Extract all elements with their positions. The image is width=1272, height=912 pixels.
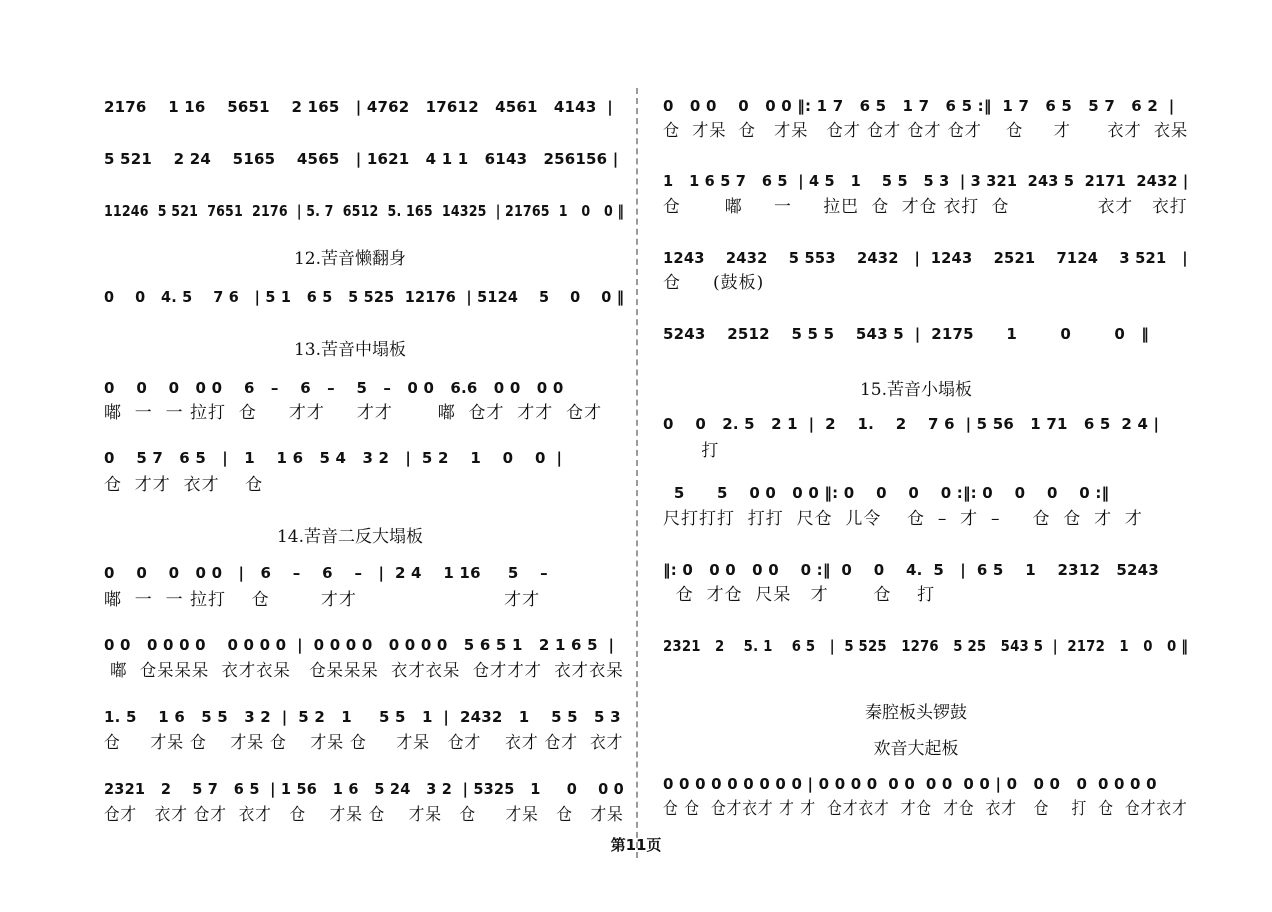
r-notes-1: 0 0 0 0 0 0 ‖: 1 7 6 5 1 7 6 5 :‖ 1 7 6 5 5 7 6 2 | [663,97,1175,115]
s14-notes-4: 2321 2 5 7 6 5 | 1 56 1 6 5 24 3 2 | 5325 1 0 0 0 [104,780,624,798]
score-line-3: 11246 5 521 7651 2176 | 5. 7 6512 5. 165 14325 | 21765 1 0 0 ‖ [104,202,624,220]
r-notes-9: 0 0 0 0 0 0 0 0 0 | 0 0 0 0 0 0 0 0 0 0 | 0 0 0 0 0 0 0 0 [663,775,1157,793]
r-lyric-5: 尺打打打 打打 尺仓 儿令 仓 – 才 – 仓 仓 才 才 [663,509,1143,529]
section-title-12: 12.苦音懒翻身 [293,249,407,269]
section-huanyin-title: 欢音大起板 [873,739,959,759]
s13-notes-2: 0 5 7 6 5 | 1 1 6 5 4 3 2 | 5 2 1 0 0 | [104,449,563,467]
s13-lyric-1: 嘟 一 一 拉打 仓 才才 才才 嘟 仓才 才才 仓才 [104,403,603,423]
r-notes-2: 1 1 6 5 7 6 5 | 4 5 1 5 5 5 3 | 3 321 243 5 2171 2432 | [663,172,1189,190]
r-lyric-2: 仓 嘟 一 拉巴 仓 才仓 衣打 仓 衣才 衣打 [663,197,1188,217]
section-15-title: 15.苦音小塌板 [859,380,973,400]
page-number: 第11页 [610,836,662,854]
s14-lyric-3: 仓 才呆 仓 才呆 仓 才呆 仓 才呆 仓才 衣才 仓才 衣才 [104,733,624,753]
s13-notes-1: 0 0 0 0 0 6 – 6 – 5 – 0 0 6.6 0 0 0 0 [104,379,564,397]
score-line-2: 5 521 2 24 5165 4565 | 1621 4 1 1 6143 256156 | [104,150,619,168]
s14-notes-2: 0 0 0 0 0 0 0 0 0 0 | 0 0 0 0 0 0 0 0 5 6 5 1 2 1 6 5 | [104,636,615,654]
r-lyric-4: 打 [663,441,720,461]
r-lyric-7: 仓 仓 仓才衣才 才 才 仓才衣才 才仓 才仓 衣才 仓 打 仓 仓才衣才 [663,799,1188,819]
r-notes-7: ‖: 0 0 0 0 0 0 :‖ 0 0 4. 5 | 6 5 1 2312 5243 [663,561,1159,579]
s14-lyric-1: 嘟 一 一 拉打 仓 才才 才才 [104,590,541,610]
r-lyric-3: 仓 (鼓板) [663,273,765,293]
r-notes-4: 5243 2512 5 5 5 543 5 | 2175 1 0 0 ‖ [663,325,1149,343]
s14-lyric-2: 嘟 仓呆呆呆 衣才衣呆 仓呆呆呆 衣才衣呆 仓才才才 衣才衣呆 [104,661,624,681]
r-lyric-1: 仓 才呆 仓 才呆 仓才 仓才 仓才 仓才 仓 才 衣才 衣呆 [663,121,1189,141]
center-divider [636,88,638,858]
section-qinqiang-title: 秦腔板头锣鼓 [865,703,967,723]
r-notes-8: 2321 2 5. 1 6 5 | 5 525 1276 5 25 543 5 | 2172 1 0 0 ‖ [663,637,1189,655]
score-line-1: 2176 1 16 5651 2 165 | 4762 17612 4561 4143 | [104,98,613,116]
s13-lyric-2: 仓 才才 衣才 仓 [104,475,264,495]
r-notes-5: 0 0 2. 5 2 1 | 2 1. 2 7 6 | 5 56 1 71 6 5 2 4 | [663,415,1160,433]
r-notes-3: 1243 2432 5 553 2432 | 1243 2521 7124 3 521 | [663,249,1188,267]
section-title-13: 13.苦音中塌板 [293,340,407,360]
s12-notes-1: 0 0 4. 5 7 6 | 5 1 6 5 5 525 12176 | 5124 5 0 0 ‖ [104,288,625,306]
section-title-14: 14.苦音二反大塌板 [276,527,424,547]
s14-notes-3: 1. 5 1 6 5 5 3 2 | 5 2 1 5 5 1 | 2432 1 5 5 5 3 [104,708,621,726]
s14-notes-1: 0 0 0 0 0 | 6 – 6 – | 2 4 1 16 5 – [104,564,548,582]
s14-lyric-4: 仓才 衣才 仓才 衣才 仓 才呆 仓 才呆 仓 才呆 仓 才呆 [104,805,624,825]
r-notes-6: 5 5 0 0 0 0 ‖: 0 0 0 0 :‖: 0 0 0 0 :‖ [663,484,1110,502]
r-lyric-6: 仓 才仓 尺呆 才 仓 打 [663,585,936,605]
